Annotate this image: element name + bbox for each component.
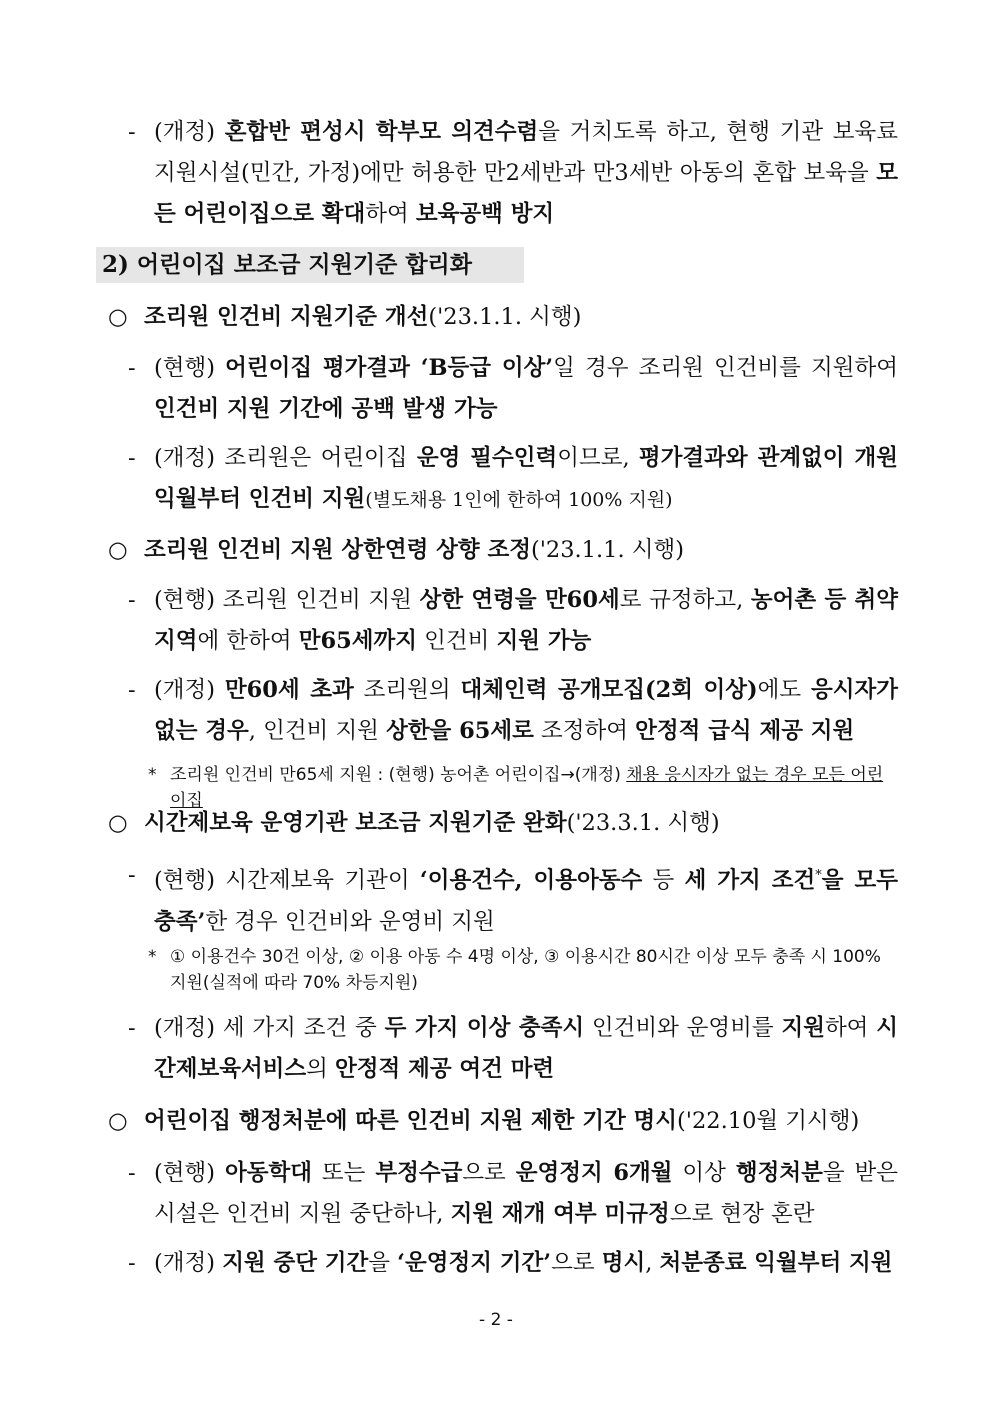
subsection-title-admin-penalty — [108, 1104, 898, 1138]
revised-rule-item — [128, 438, 898, 521]
dash-marker: - — [128, 587, 136, 613]
subsection-title-text: 조리원 인건비 지원 상한연령 상향 조정 — [144, 537, 531, 563]
effective-date: ('22.10월 기시행) — [677, 1108, 860, 1134]
effective-date: ('23.3.1. 시행) — [566, 810, 720, 836]
asterisk-marker: * — [148, 765, 157, 785]
item-text: (현행) 어린이집 평가결과 ‘B등급 이상’일 경우 조리원 인건비를 지원하여 인건비 지원 기간에 공백 발생 가능 — [154, 355, 898, 422]
revision-item-mixed-class — [128, 112, 898, 235]
current-rule-item — [128, 580, 898, 662]
dash-marker: - — [128, 355, 136, 381]
dash-marker: - — [128, 445, 136, 471]
item-text: (개정) 만60세 초과 조리원의 대체인력 공개모집(2회 이상)에도 응시자가 없는 경우, 인건비 지원 상한을 65세로 조정하여 안정적 급식 제공 지원 — [154, 677, 898, 744]
circle-marker: ○ — [108, 810, 128, 836]
circle-marker: ○ — [108, 1108, 128, 1134]
footnote-text: 조리원 인건비 만65세 지원 : (현행) 농어촌 어린이집→(개정) 채용 응시자가 없는 경우 모든 어린이집 — [170, 765, 884, 811]
dash-marker: - — [128, 1160, 136, 1186]
dash-marker: - — [128, 862, 136, 888]
item-text: (개정) 지원 중단 기간을 ‘운영정지 기간’으로 명시, 처분종료 익월부터 지원 — [154, 1250, 893, 1276]
subsection-title-text: 시간제보육 운영기관 보조금 지원기준 완화 — [144, 810, 567, 836]
dash-marker: - — [128, 677, 136, 703]
subsection-title-text: 조리원 인건비 지원기준 개선 — [144, 304, 429, 330]
circle-marker: ○ — [108, 304, 128, 330]
subsection-title-cook-support — [108, 300, 898, 334]
revised-rule-item — [128, 1243, 898, 1284]
revised-rule-item — [128, 1008, 898, 1090]
subsection-title-cook-age-limit — [108, 533, 898, 567]
revised-rule-item — [128, 670, 898, 752]
item-text: (현행) 시간제보육 기관이 ‘이용건수, 이용아동수 등 세 가지 조건*을 모두 충족’한 경우 인건비와 운영비 지원 — [154, 867, 898, 935]
item-text: (개정) 세 가지 조건 중 두 가지 이상 충족시 인건비와 운영비를 지원하여 시간제보육서비스의 안정적 제공 여건 마련 — [154, 1015, 898, 1082]
subsection-title-hourly-care — [108, 806, 898, 840]
footnote-text: ① 이용건수 30건 이상, ② 이용 아동 수 4명 이상, ③ 이용시간 80시간 이상 모두 충족 시 100% 지원(실적에 따라 70% 차등지원) — [170, 947, 881, 993]
dash-marker: - — [128, 1250, 136, 1276]
current-rule-item — [128, 1153, 898, 1235]
page-number: - 2 - — [479, 1310, 513, 1330]
footnote-three-conditions — [148, 944, 898, 996]
asterisk-marker: * — [148, 947, 157, 967]
section-heading: 2) 어린이집 보조금 지원기준 합리화 — [96, 247, 524, 283]
item-text: (개정) 혼합반 편성시 학부모 의견수렴을 거치도록 하고, 현행 기관 보육료 지원시설(민간, 가정)에만 허용한 만2세반과 만3세반 아동의 혼합 보육을 모든 어린이집으로 확대하여 보육공백 방지 — [154, 119, 898, 227]
dash-marker: - — [128, 119, 136, 145]
effective-date: ('23.1.1. 시행) — [428, 304, 582, 330]
effective-date: ('23.1.1. 시행) — [530, 537, 685, 563]
subsection-title-text: 어린이집 행정처분에 따른 인건비 지원 제한 기간 명시 — [144, 1108, 678, 1134]
dash-marker: - — [128, 1015, 136, 1041]
item-text: (현행) 아동학대 또는 부정수급으로 운영정지 6개월 이상 행정처분을 받은 시설은 인건비 지원 중단하나, 지원 재개 여부 미규정으로 현장 혼란 — [154, 1160, 898, 1227]
circle-marker: ○ — [108, 537, 128, 563]
current-rule-item — [128, 348, 898, 430]
item-text: (현행) 조리원 인건비 지원 상한 연령을 만60세로 규정하고, 농어촌 등 취약지역에 한하여 만65세까지 인건비 지원 가능 — [154, 587, 899, 654]
current-rule-item — [128, 855, 898, 943]
item-text: (개정) 조리원은 어린이집 운영 필수인력이므로, 평가결과와 관계없이 개원 익월부터 인건비 지원(별도채용 1인에 한하여 100% 지원) — [154, 445, 898, 512]
